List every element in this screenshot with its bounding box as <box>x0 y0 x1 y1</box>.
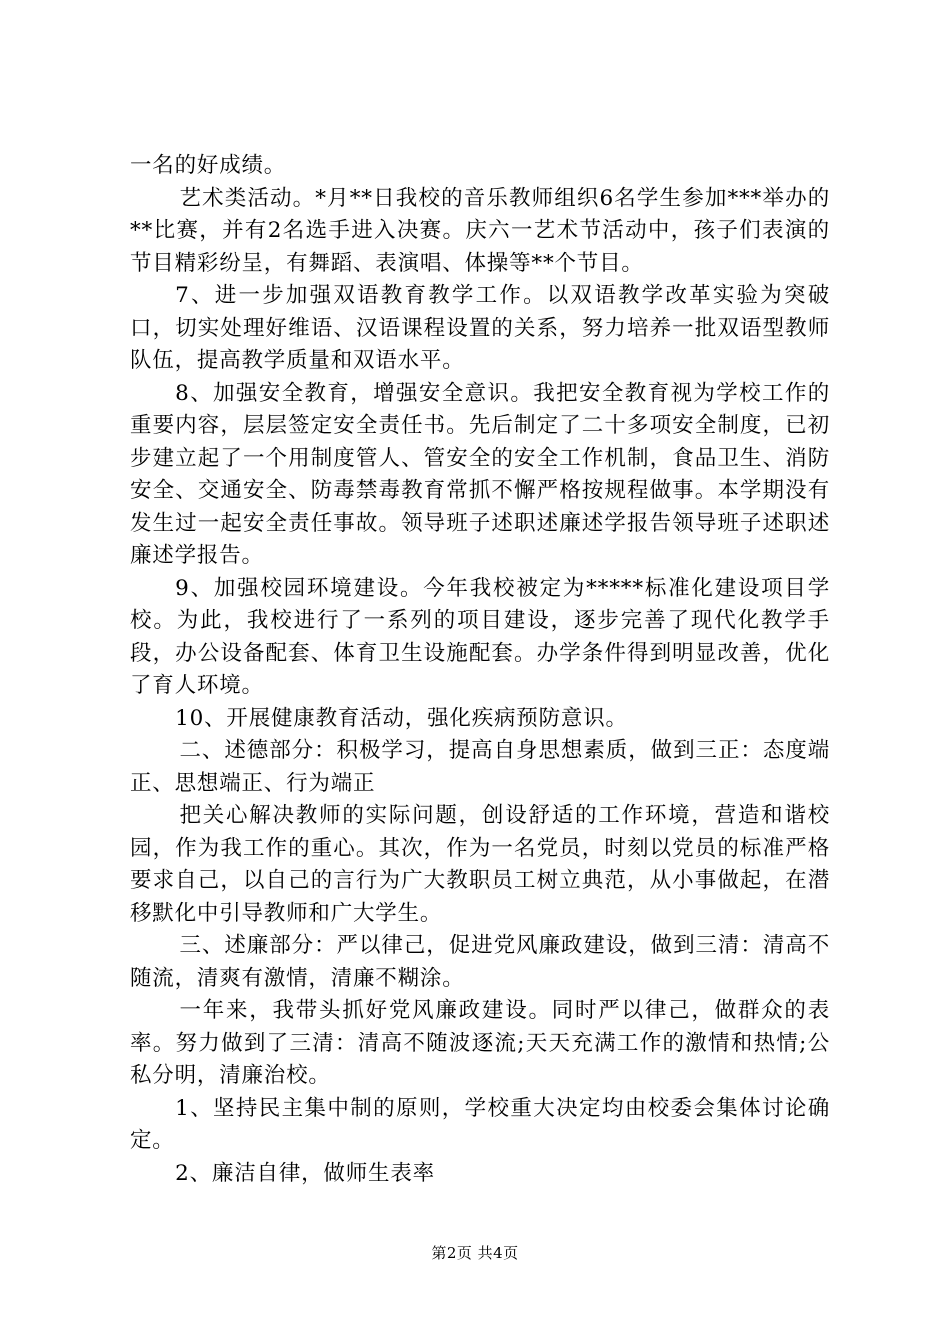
paragraph-continuation: 一名的好成绩。 <box>130 153 287 178</box>
paragraph-campus-environment: 9、加强校园环境建设。今年我校被定为*****标准化建设项目学校。为此，我校进行了一系列的项目建设，逐步完善了现代化教学手段，办公设备配套、体育卫生设施配套。办学条件得到明显改善，优化了育人环境。 <box>130 575 830 698</box>
paragraph-health-education: 10、开展健康教育活动，强化疾病预防意识。 <box>175 705 628 731</box>
paragraph-self-discipline: 2、廉洁自律，做师生表率 <box>175 1160 435 1186</box>
paragraph-teacher-care: 把关心解决教师的实际问题，创设舒适的工作环境，营造和谐校园，作为我工作的重心。其次，作为一名党员，时刻以党员的标准严格要求自己，以自己的言行为广大教职员工树立典范，从小事做起，在潜移默化中引导教师和广大学生。 <box>130 803 830 926</box>
paragraph-section-ethics: 二、述德部分：积极学习，提高自身思想素质，做到三正：态度端正、思想端正、行为端正 <box>130 738 830 796</box>
paragraph-safety-education: 8、加强安全教育，增强安全意识。我把安全教育视为学校工作的重要内容，层层签定安全责任书。先后制定了二十多项安全制度，已初步建立起了一个用制度管人、管安全的安全工作机制，食品卫生、消防安全、交通安全、防毒禁毒教育常抓不懈严格按规程做事。本学期没有发生过一起安全责任事故。领导班子述职述廉述学报告领导班子述职述廉述学报告。 <box>130 380 830 568</box>
document-body <box>130 150 830 1190</box>
paragraph-section-integrity: 三、述廉部分：严以律己，促进党风廉政建设，做到三清：清高不随流，清爽有激情，清廉不糊涂。 <box>130 933 830 991</box>
paragraph-bilingual-education: 7、进一步加强双语教育教学工作。以双语教学改革实验为突破口，切实处理好维语、汉语课程设置的关系，努力培养一批双语型教师队伍，提高教学质量和双语水平。 <box>130 283 830 373</box>
page-footer: 第2页 共4页 <box>431 1244 519 1262</box>
paragraph-democratic-centralism: 1、坚持民主集中制的原则，学校重大决定均由校委会集体讨论确定。 <box>130 1095 830 1153</box>
paragraph-year-review: 一年来，我带头抓好党风廉政建设。同时严以律己，做群众的表率。努力做到了三清：清高不随波逐流;天天充满工作的激情和热情;公私分明，清廉治校。 <box>130 998 830 1088</box>
paragraph-arts-activities: 艺术类活动。*月**日我校的音乐教师组织6名学生参加***举办的**比赛，并有2名选手进入决赛。庆六一艺术节活动中，孩子们表演的节目精彩纷呈，有舞蹈、表演唱、体操等**个节目。 <box>130 185 830 276</box>
